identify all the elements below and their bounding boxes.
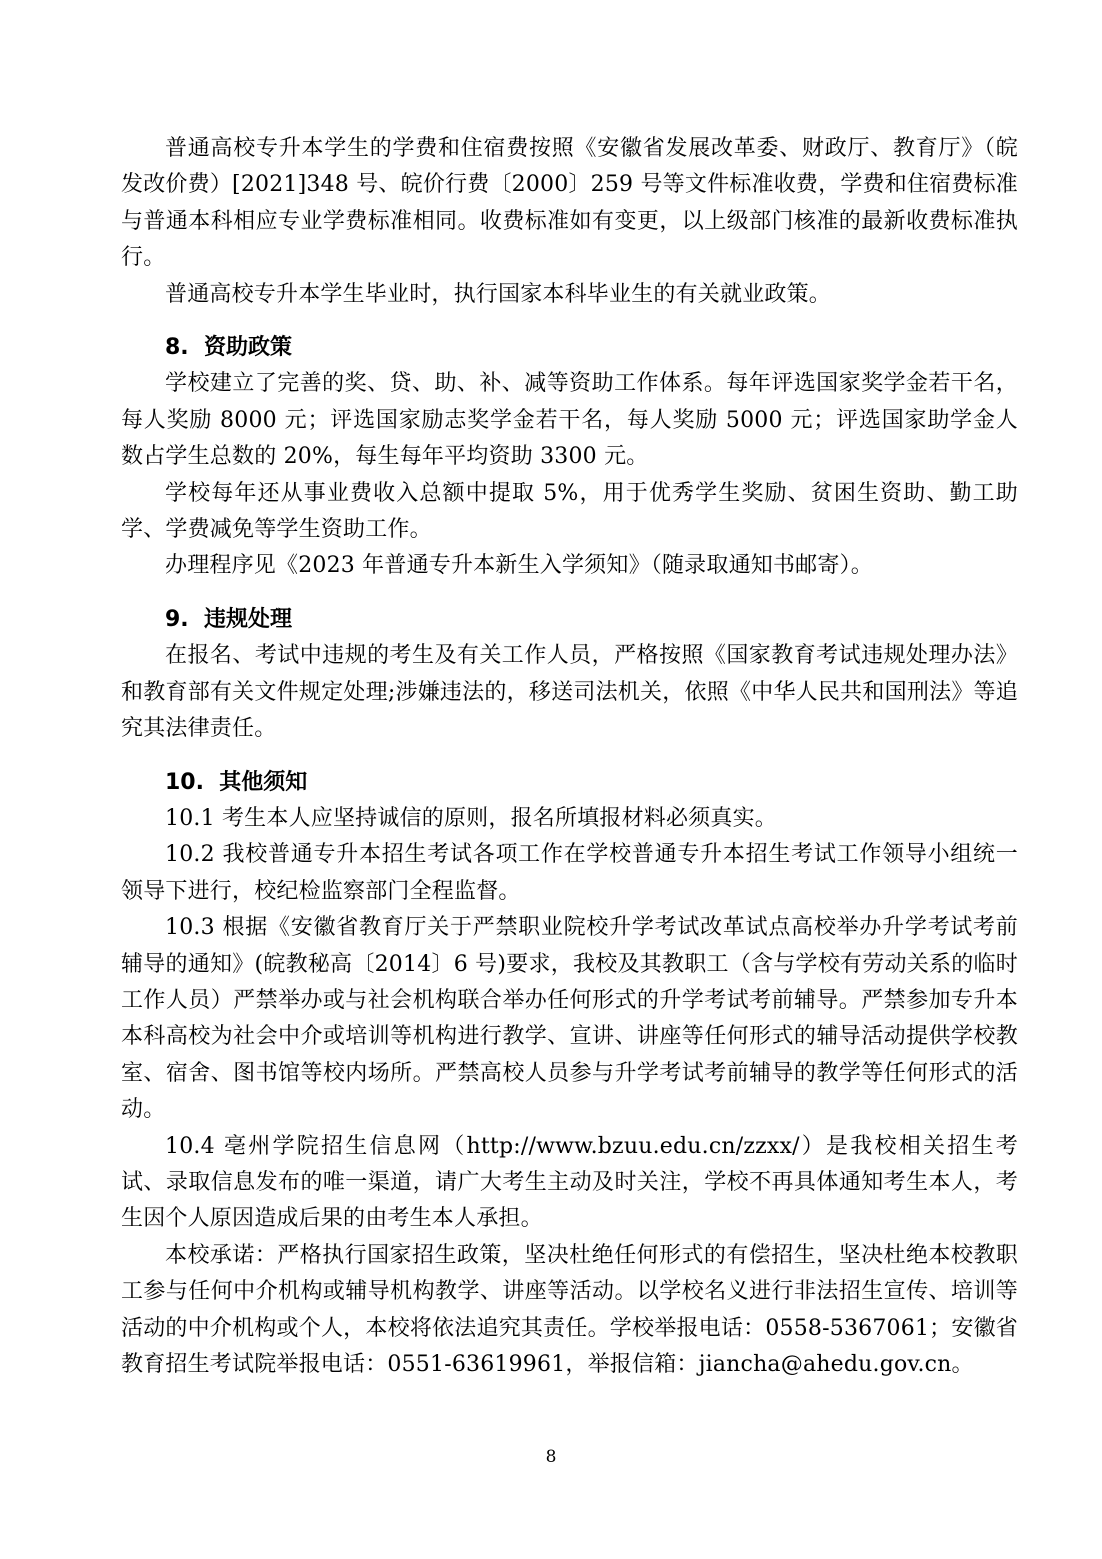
paragraph-aid-fund: 学校每年还从事业费收入总额中提取 5%，用于优秀学生奖励、贫困生资助、勤工助学、学费减免等学生资助工作。 — [121, 480, 1018, 543]
page-body — [121, 131, 1018, 1383]
heading-section-10-other-notices: 10. 其他须知 — [165, 769, 308, 795]
heading-section-8-financial-aid: 8. 资助政策 — [165, 335, 292, 361]
paragraph-notice-10-3: 10.3 根据《安徽省教育厅关于严禁职业院校升学考试改革试点高校举办升学考试考前辅导的通知》(皖教秘高〔2014〕6 号)要求，我校及其教职工（含与学校有劳动关系的临时工作人员）严禁举办或与社会机构联合举办任何形式的升学考试考前辅导。严禁参加专升本本科高校为社会中介或培训等机构进行教学、宣讲、讲座等任何形式的辅导活动提供学校教室、宿舍、图书馆等校内场所。严禁高校人员参与升学考试考前辅导的教学等任何形式的活动。 — [121, 915, 1018, 1123]
paragraph-notice-10-1: 10.1 考生本人应坚持诚信的原则，报名所填报材料必须真实。 — [165, 805, 777, 831]
paragraph-notice-10-4: 10.4 亳州学院招生信息网（http://www.bzuu.edu.cn/zzxx/）是我校相关招生考试、录取信息发布的唯一渠道，请广大考生主动及时关注，学校不再具体通知考生本人，考生因个人原因造成后果的由考生本人承担。 — [121, 1133, 1018, 1232]
paragraph-tuition-fees: 普通高校专升本学生的学费和住宿费按照《安徽省发展改革委、财政厅、教育厅》（皖发改价费）[2021]348 号、皖价行费〔2000〕259 号等文件标准收费，学费和住宿费标准与普通本科相应专业学费标准相同。收费标准如有变更，以上级部门核准的最新收费标准执行。 — [121, 136, 1018, 271]
paragraph-aid-overview: 学校建立了完善的奖、贷、助、补、减等资助工作体系。每年评选国家奖学金若干名，每人奖励 8000 元；评选国家励志奖学金若干名，每人奖励 5000 元；评选国家助学金人数占学生总数的 20%，每生每年平均资助 3300 元。 — [121, 371, 1018, 470]
page-number: 8 — [545, 1447, 557, 1467]
paragraph-graduation-policy: 普通高校专升本学生毕业时，执行国家本科毕业生的有关就业政策。 — [165, 281, 832, 307]
paragraph-notice-10-2: 10.2 我校普通专升本招生考试各项工作在学校普通专升本招生考试工作领导小组统一领导下进行，校纪检监察部门全程监督。 — [121, 842, 1018, 904]
heading-section-9-violation-handling: 9. 违规处理 — [165, 606, 292, 632]
paragraph-school-commitment: 本校承诺：严格执行国家招生政策，坚决杜绝任何形式的有偿招生，坚决杜绝本校教职工参与任何中介机构或辅导机构教学、讲座等活动。以学校名义进行非法招生宣传、培训等活动的中介机构或个人，本校将依法追究其责任。学校举报电话：0558-5367061；安徽省教育招生考试院举报电话：0551-63619961，举报信箱：jiancha@ahedu.gov.cn。 — [121, 1242, 1018, 1377]
page-footer — [0, 1446, 1102, 1468]
paragraph-aid-procedure: 办理程序见《2023 年普通专升本新生入学须知》（随录取通知书邮寄）。 — [165, 553, 873, 579]
paragraph-violation-handling: 在报名、考试中违规的考生及有关工作人员，严格按照《国家教育考试违规处理办法》和教育部有关文件规定处理;涉嫌违法的，移送司法机关，依照《中华人民共和国刑法》等追究其法律责任。 — [121, 643, 1018, 742]
